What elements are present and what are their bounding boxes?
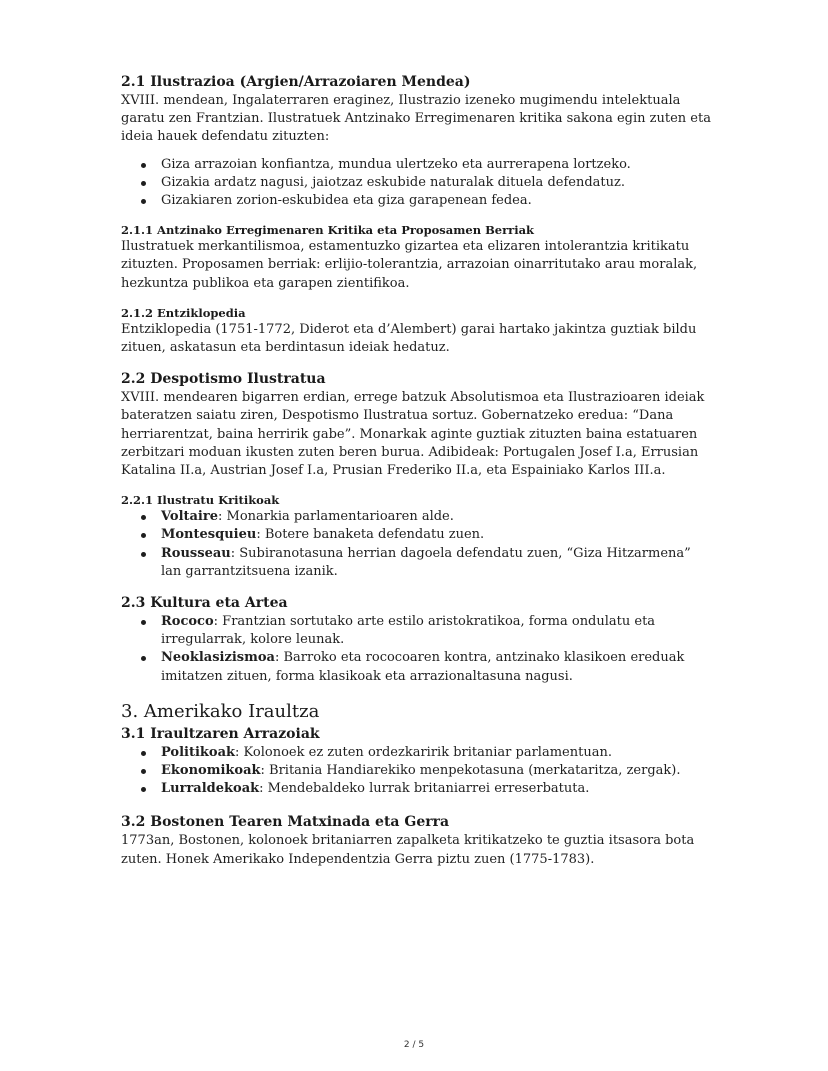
list-item-text: : Britania Handiarekiko menpekotasuna (merkataritza, zergak).: [260, 763, 681, 779]
section-2-2-1: [121, 492, 711, 581]
list-item-text: : Monarkia parlamentarioaren alde.: [218, 509, 454, 525]
list-item-term: Ekonomikoak: [161, 763, 261, 779]
list-2-2-1: [121, 508, 711, 581]
heading-3-2: 3.2 Bostonen Tearen Matxinada eta Gerra: [121, 814, 450, 831]
section-2-2: [121, 369, 711, 480]
section-2-1-2: [121, 305, 711, 357]
paragraph-2-1-2: Entziklopedia (1751-1772, Diderot eta d’Alembert) garai hartako jakintza guztiak bildu zituen, askatasun eta berdintasun ideiak hedatuz.: [121, 321, 697, 356]
list-item-text: : Mendebaldeko lurrak britaniarrei erreserbatuta.: [259, 781, 590, 797]
list-item-term: Voltaire: [161, 509, 218, 525]
list-item-text: : Barroko eta rococoaren kontra, antzinako klasikoen ereduak imitatzen zituen, forma klasikoak eta arrazionaltasuna nagusi.: [161, 650, 685, 684]
heading-3: 3. Amerikako Iraultza: [121, 700, 320, 722]
heading-2-1-2: 2.1.2 Entziklopedia: [121, 305, 246, 320]
list-item-term: Politikoak: [161, 744, 236, 760]
list-item-text: : Botere banaketa defendatu zuen.: [256, 527, 485, 543]
heading-2-1: 2.1 Ilustrazioa (Argien/Arrazoiaren Mendea): [121, 74, 471, 90]
list-item: Gizakiaren zorion-eskubidea eta giza garapenean fedea.: [161, 192, 711, 210]
list-item: [161, 545, 711, 581]
paragraph-2-2: XVIII. mendearen bigarren erdian, errege batzuk Absolutismoa eta Ilustrazioaren ideiak bateratzen saiatu ziren, Despotismo Ilustratua sortuz. Gobernatzeko eredua: “Dana herriarentzat, baina herririk gabe”. Monarkak aginte guztiak zituzten baina estatuaren zerbitzari moduan ikusten zuten beren burua. Adibideak: Portugalen Josef I.a, Errusian Katalina II.a, Austrian Josef I.a, Prusian Frederiko II.a, eta Espainiako Karlos III.a.: [121, 390, 705, 479]
section-2-1-1: [121, 222, 711, 293]
page-number: 2 / 5: [403, 1040, 425, 1050]
heading-2-1-1: 2.1.1 Antzinako Erregimenaren Kritika eta Proposamen Berriak: [121, 223, 535, 238]
list-item: [161, 508, 711, 526]
list-item-text: : Frantzian sortutako arte estilo aristokratikoa, forma ondulatu eta irregularrak, kolore leunak.: [161, 614, 656, 648]
section-3-1: [121, 724, 711, 799]
paragraph-2-1: XVIII. mendean, Ingalaterraren eraginez, Ilustrazio izeneko mugimendu intelektuala garatu zen Frantzian. Ilustratuek Antzinako Erregimenaren kritika sakona egin zuten eta ideia hauek defendatu zituzten:: [121, 93, 711, 145]
heading-2-2: 2.2 Despotismo Ilustratua: [121, 371, 326, 388]
list-item-term: Rococo: [161, 614, 214, 630]
paragraph-2-1-1: Ilustratuek merkantilismoa, estamentuzko gizartea eta elizaren intolerantzia kritikatu zituzten. Proposamen berriak: erlijio-tolerantzia, arrazoian oinarritutako arau moralak, hezkuntza publikoa eta garapen zientifikoa.: [121, 239, 698, 291]
list-2-3: [121, 613, 711, 686]
list-item-term: Montesquieu: [161, 527, 257, 543]
list-item: [161, 744, 711, 762]
list-item: [161, 762, 711, 780]
paragraph-3-2: 1773an, Bostonen, kolonoek britaniarren zapalketa kritikatzeko te guztia itsasora bota zuten. Honek Amerikako Independentzia Gerra piztu zuen (1775-1783).: [121, 833, 695, 867]
list-item-term: Rousseau: [161, 545, 231, 561]
list-item-term: Lurraldekoak: [161, 781, 260, 797]
list-item-text: : Subiranotasuna herrian dagoela defendatu zuen, “Giza Hitzarmena” lan garrantzitsuena izanik.: [161, 545, 691, 579]
list-item: [161, 649, 711, 685]
list-2-1: [121, 156, 711, 211]
list-item: [161, 613, 711, 649]
list-item: Giza arrazoian konfiantza, mundua ulertzeko eta aurrerapena lortzeko.: [161, 156, 711, 174]
section-3-2: [121, 812, 711, 868]
list-item-term: Neoklasizismoa: [161, 650, 275, 666]
list-3-1: [121, 744, 711, 799]
list-item: [161, 780, 711, 798]
heading-3-1: 3.1 Iraultzaren Arrazoiak: [121, 725, 320, 742]
heading-2-2-1: 2.2.1 Ilustratu Kritikoak: [121, 493, 280, 508]
page-content: [121, 72, 711, 869]
list-item: Gizakia ardatz nagusi, jaiotzaz eskubide naturalak dituela defendatuz.: [161, 174, 711, 192]
section-2-3: [121, 593, 711, 686]
section-2-1: [121, 72, 711, 210]
list-item: [161, 526, 711, 544]
heading-2-3: 2.3 Kultura eta Artea: [121, 595, 288, 612]
list-item-text: : Kolonoek ez zuten ordezkaririk britaniar parlamentuan.: [235, 744, 612, 760]
